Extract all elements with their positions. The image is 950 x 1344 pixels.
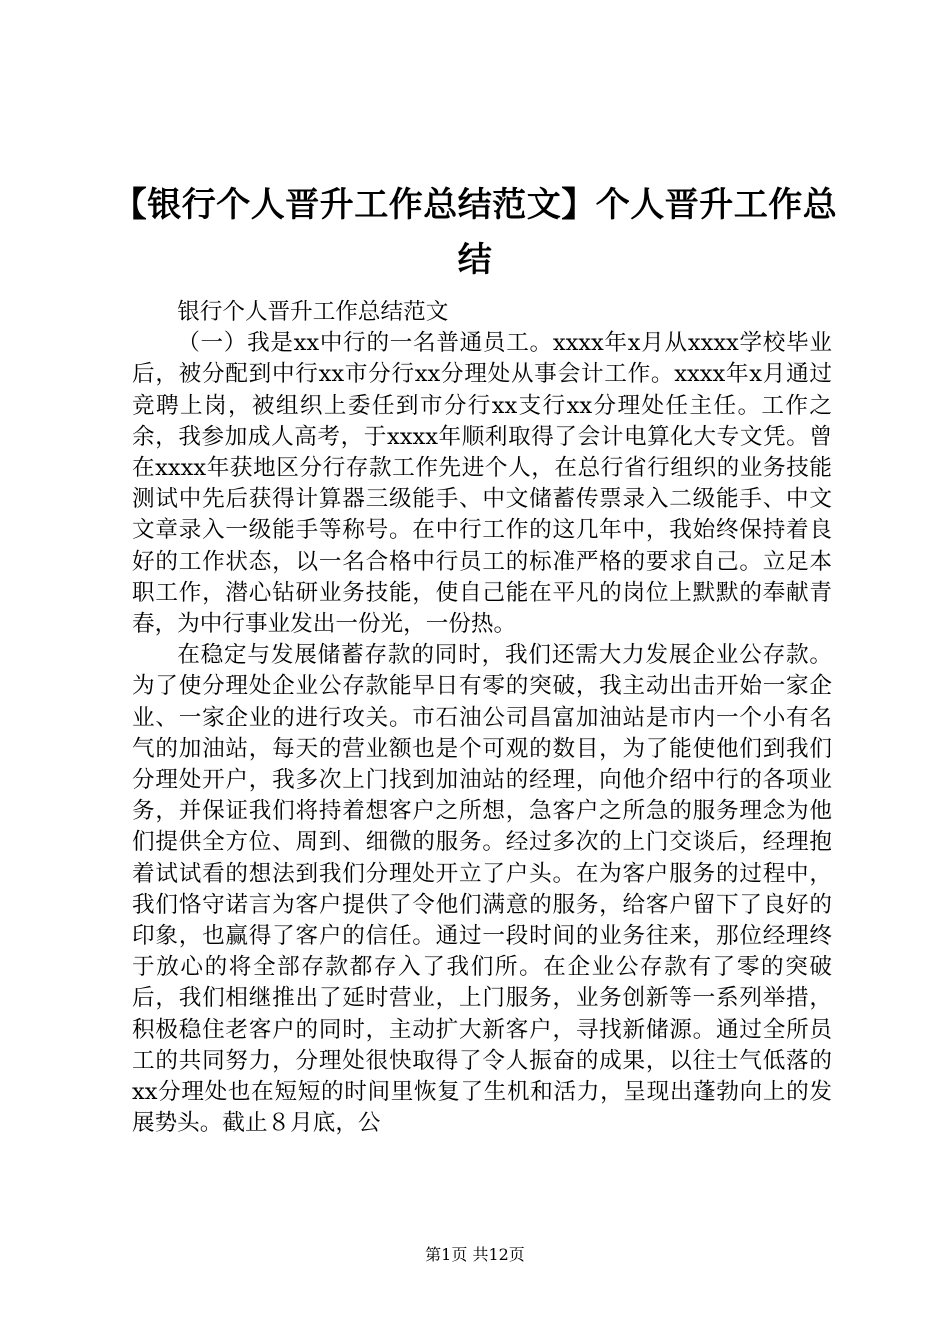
page-number-footer: 第1页 共12页 <box>425 1245 525 1264</box>
document-subtitle: 银行个人晋升工作总结范文 <box>177 299 449 325</box>
paragraph: 在稳定与发展储蓄存款的同时，我们还需大力发展企业公存款。为了使分理处企业公存款能早日有零的突破，我主动出击开始一家企业、一家企业的进行攻关。市石油公司昌富加油站是市内一个小有名气的加油站，每天的营业额也是个可观的数目，为了能使他们到我们分理处开户，我多次上门找到加油站的经理，向他介绍中行的各项业务，并保证我们将持着想客户之所想，急客户之所急的服务理念为他们提供全方位、周到、细微的服务。经过多次的上门交谈后，经理抱着试试看的想法到我们分理处开立了户头。在为客户服务的过程中，我们恪守诺言为客户提供了令他们满意的服务，给客户留下了良好的印象，也赢得了客户的信任。通过一段时间的业务往来，那位经理终于放心的将全部存款都存入了我们所。在企业公存款有了零的突破后，我们相继推出了延时营业，上门服务，业务创新等一系列举措，积极稳住老客户的同时，主动扩大新客户，寻找新储源。通过全所员工的共同努力，分理处很快取得了令人振奋的成果，以往士气低落的xx分理处也在短短的时间里恢复了生机和活力，呈现出蓬勃向上的发展势头。截止８月底，公 <box>132 642 832 1137</box>
document-title: 【银行个人晋升工作总结范文】个人晋升工作总结 <box>112 185 838 280</box>
document-body <box>132 297 832 1139</box>
paragraph: （一）我是xx中行的一名普通员工。xxxx年x月从xxxx学校毕业后，被分配到中行xx市分行xx分理处从事会计工作。xxxx年x月通过竞聘上岗，被组织上委任到市分行xx支行xx分理处任主任。工作之余，我参加成人高考，于xxxx年顺利取得了会计电算化大专文凭。曾在xxxx年获地区分行存款工作先进个人，在总行省行组织的业务技能测试中先后获得计算器三级能手、中文储蓄传票录入二级能手、中文文章录入一级能手等称号。在中行工作的这几年中，我始终保持着良好的工作状态，以一名合格中行员工的标准严格的要求自己。立足本职工作，潜心钻研业务技能，使自己能在平凡的岗位上默默的奉献青春，为中行事业发出一份光，一份热。 <box>132 330 832 638</box>
